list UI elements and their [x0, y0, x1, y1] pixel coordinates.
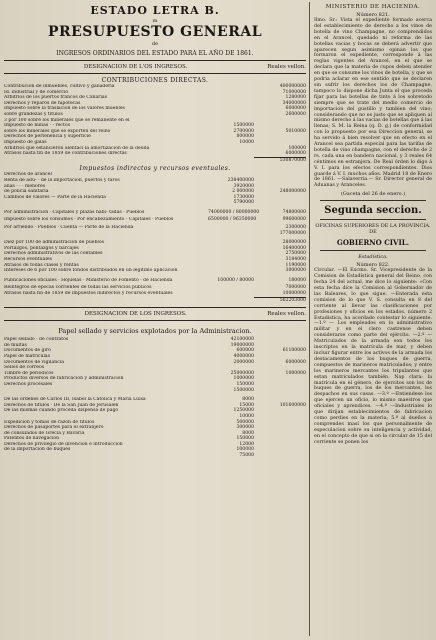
- designation-header: [4, 64, 306, 70]
- column-unit-label: Reales vellon.: [267, 311, 306, 318]
- table-row: Reintegros de épocas corrientes de todas las servicios publicos 7000000: [4, 285, 306, 291]
- table-row: Impuesto sobre la traslacion de los valores muebles 6000000: [4, 106, 306, 112]
- table-row: Timbre de periodicos 25000000 1000000: [4, 370, 306, 376]
- table-row: Arbitrios de los puertos francos de Canarias 1280000: [4, 95, 306, 101]
- table-row: Papel sellado · de contratos 42100000: [4, 337, 254, 343]
- subtotal-row: 562203000: [4, 297, 306, 304]
- ministry-header: MINISTERIO DE HACIENDA.: [325, 4, 421, 10]
- gazette-note: (Gaceta del 26 de enero.): [340, 191, 406, 198]
- table-row: 1500000: [233, 387, 254, 393]
- table-row: Arbitrios que estancieron alentaci la amortizacion de la deuda 100000: [4, 145, 306, 151]
- decree-text: Ilmo. Sr.: Vista el expediente formado acerca del establecimiento de derecho a los vinos de botella de vino Champagne, no comprendidos en el Arancel, quedado ni reforma de las botellas vacias y bocas se deberá advertir que aparecen segun asimismo opinan los que formaron el expediente, corresponde á las reglas vigentes del Arancel, en el que se declara que la materia de cupos deben atender en que se consume los vinos de botella, y que se podria aclarar en ese sentido que se declaren sin sufrir los derechos los de Champagne, tampoco lo dispone dicha Junta el que proceda fijar para las botellas de tinto á los sobretodo siempre que se trate del medio comercio de importacion del gustillo y tambien del vino; considerando que no es justo que se apliquen al mismo derecho á las vacias de botellas que á las llenas; S. M. la Reina (q. D. g.) de conformidad con lo propuesto por esa Direccion general, se ha servido á bien resolver que en efecto en el Arancel sea partida especial para las tarifas de botella de vino champagne, con el derecho de 2 rs. cada una en bandera nacional, y 3 reales 64 céntimos en estranjera. De Real órden lo digo á V. I. para los efectos correspondientes. Dios guarde á V. I. muchos años. Madrid 18 de Enero de 1861. —Salaverria.— Sr. Director general de Aduanas y Aranceles.: [314, 18, 432, 189]
- table-row: Papel de matriculas 4000000: [4, 353, 254, 359]
- title-connector: m: [152, 18, 158, 24]
- table-row: Derechos procesales 150000: [4, 381, 254, 387]
- subtotal-row: 177000000: [279, 230, 306, 236]
- divider: [4, 60, 306, 61]
- consumption-tax-table: [4, 210, 306, 236]
- budget-subtitle: INGRESOS ORDINARIOS DEL ESTADO PARA EL AÑO DE 1861.: [56, 50, 254, 57]
- section-heading: Segunda seccion.: [324, 205, 422, 217]
- designation-label: DESIGNACION DE LOS INGRESOS.: [84, 311, 187, 318]
- table-row: de multas 19000000: [4, 342, 254, 348]
- section-title: Papel sellado y servicios explotados por la Administracion.: [58, 327, 252, 336]
- table-row: Impuesto sobre los consumos · Por encabezamiento · Capitales · Pueblos 6500000 / 96350000 99600000: [4, 217, 306, 223]
- table-row: Sellos de correos: [4, 365, 45, 371]
- table-row: Atrasos hasta fin de 1859 de impuestos indirectos y recursos eventuales 10000000: [4, 291, 306, 296]
- table-row: Derechos de pertenencia y superficie 800000: [4, 134, 254, 140]
- table-row: sobre grandezas y títulos 2600000: [4, 111, 306, 117]
- offices-heading: OFICINAS SUPERIORES DE LA PROVINCIA.: [315, 223, 431, 230]
- divider: [4, 307, 306, 308]
- divider: [4, 320, 306, 321]
- decree-number: Número 821.: [356, 12, 390, 18]
- table-row: de la importacion de buques 100000: [4, 447, 254, 453]
- subtotal-row: 530870000: [4, 157, 306, 164]
- table-row: Renta de adu- · de la importacion, puertos y faros 238400000: [4, 177, 254, 183]
- circular-number: Número 822.: [356, 262, 390, 269]
- divider: [320, 200, 426, 201]
- table-row: Impuesto de galas 10000: [4, 139, 254, 145]
- table-row: Derechos de privilegio de invencion e introduccion 12000: [4, 441, 254, 447]
- table-row: Atrasos hasta fin de 1859 de contribuciones directas 6000000: [4, 151, 306, 157]
- table-row: Intereses de 6 por 100 sobre fondos distribuidos en un legitimo aplicacion 3000000: [4, 268, 306, 274]
- publications-table: [4, 278, 306, 303]
- other-revenues-table: [4, 240, 306, 274]
- table-row: Por arriendo · Pueblos · Cuenta — Parte de la Hacienda 2300000: [4, 225, 306, 231]
- stamped-paper-table: [4, 337, 306, 393]
- table-row: Contribucion de inmuebles, cultivo y ganaderia 400000000: [4, 84, 306, 89]
- designation-header: [4, 311, 306, 317]
- section-title: CONTRIBUCIONES DIRECTAS.: [101, 77, 209, 84]
- section-title: Impuestos indirectos y recursos eventuales.: [79, 165, 231, 173]
- table-row: De las órdenes de Carlos III, Isabel la Católica y María Luisa 8000: [4, 397, 254, 403]
- table-row: Derechos y reparos de hipotecas 34000000: [4, 100, 306, 106]
- designation-label: DESIGNACION DE L'OS INGRESOS.: [83, 64, 188, 70]
- table-row: Publicaciones oficiales · Hojuelas · Ministerio de Fomento · de Hacienda 100000 / 80000 180000: [4, 277, 306, 283]
- table-row: Derechos de arancel: [4, 172, 52, 178]
- table-row: Por administracion · Capitales y plazas habi- tadas · Pueblos 74000000 / 80000000 74800000: [4, 209, 306, 215]
- table-row: de consulados de Grecia y Bavaria 8000: [4, 430, 254, 436]
- column-unit-label: Reales vellon.: [267, 64, 306, 70]
- title-fees-table: [4, 397, 306, 459]
- table-row: Recursos eventuales 3184000: [4, 257, 306, 263]
- table-row: Expedicion y tomas de razon de titulos 500000: [4, 419, 254, 425]
- indirect-taxes-table: [4, 172, 306, 206]
- table-row: 5790000: [233, 200, 254, 206]
- column-divider: [309, 2, 310, 636]
- heading-connector: de: [151, 41, 159, 47]
- divider: [4, 73, 306, 74]
- table-row: Portazgos, pontazgos y barcajes 16400000: [4, 245, 306, 251]
- table-row: Documentos de vigilancia 2000000 6000000: [4, 359, 306, 365]
- divider: [320, 219, 426, 220]
- civil-government-heading: GOBIERNO CIVIL.: [336, 238, 410, 248]
- statistics-heading: Estadística.: [358, 254, 388, 261]
- table-row: Cambios de valores — Parte de la Hacienda 1730000: [4, 194, 254, 200]
- budget-column: [4, 2, 306, 638]
- table-row: 3 por 100 sobre los minerales que se remanente en el: [4, 117, 130, 123]
- table-row: De las mismas cuando proceda dispensa de pago 1250000: [4, 408, 254, 414]
- table-row: Diez por 100 de administracion de pueblos 28000000: [4, 240, 306, 246]
- table-row: 75000: [239, 453, 254, 459]
- table-row: Documentos de giro 600000 61100000: [4, 348, 306, 354]
- divider: [320, 250, 426, 251]
- ministry-column: [314, 2, 432, 638]
- table-row: sobre los minerales que se exporten del reino 2700000 5010000: [4, 128, 306, 134]
- table-row: anas · · · menores 3920000: [4, 183, 254, 189]
- budget-heading: PRESUPUESTO GENERAL: [47, 24, 263, 40]
- table-row: 10000: [239, 413, 254, 419]
- table-row: Impuesto de minas · · rectos 1500000: [4, 123, 254, 129]
- circular-text: Circular. —El Excmo. Sr. Vicepresidente de la Comision de Estadística general del Reino, con fecha 24 del actual, me dice lo siguiente: «Con esta fecha dice la Comision al Gobernador de las Baleares, lo que sigue. —Enterada esta comision de lo que V. S. consulta en 8 del corriente al llevar las clasificaciones por profesiones y oficios en los estados, número 2 Estadistica, ha acordado contestar lo siguiente. —1.º — Los empleados en lo administrativo militar y en el clero castrense deben considerarse como parte del ejército. —2.º —Matriculados de la armada son todos los inscriptos en la matrícula de mar, y deben incluir figurar entre los activos de la armada los destacamentos de los buques de guerra, compuestos de marineros matriculados; y entre los marineros mercantes los tripulantes que estan matriculados también. Nap clara: la matrícula en el género, de ejercitos son los de buques de guerra, los de los mercantes, los despachos en sus casas. —3.º —Entiendese los que ejercen un oficio, lo mismo maestros que oficiales y aprendices. —4.º —Industriales lo que dirijan establecimientos de fabricacion como perdies en la materia; 5.º al dueños á comprendes masí los que personalmente de especulacion sobre su inteligencia y actividad, en el concepto de que si en la circular de 15 del corriente se ponen los: [314, 268, 432, 445]
- table-row: Patentes de navegacion 150000: [4, 436, 254, 442]
- table-row: Id. industrial y de comercio 71000000: [4, 89, 306, 95]
- direct-contributions-table: [4, 84, 306, 163]
- document-title: ESTADO LETRA B.: [90, 4, 220, 17]
- table-row: Derechos de pasaportes para el extranjero 300000: [4, 425, 254, 431]
- table-row: Derechos de títulos · De la San Juan de Jerusalen 15000 101600000: [4, 402, 306, 408]
- table-row: Productos diversos de fabricacion y administracion 1000000: [4, 376, 254, 382]
- table-row: de policia sanitaria 2 000000 248000000: [4, 189, 306, 195]
- offices-connector: DE: [369, 229, 377, 236]
- table-row: Derechos administrativos de las contables 2750000: [4, 251, 306, 257]
- table-row: Atrasos de todas clases y rentas 1190000: [4, 262, 306, 268]
